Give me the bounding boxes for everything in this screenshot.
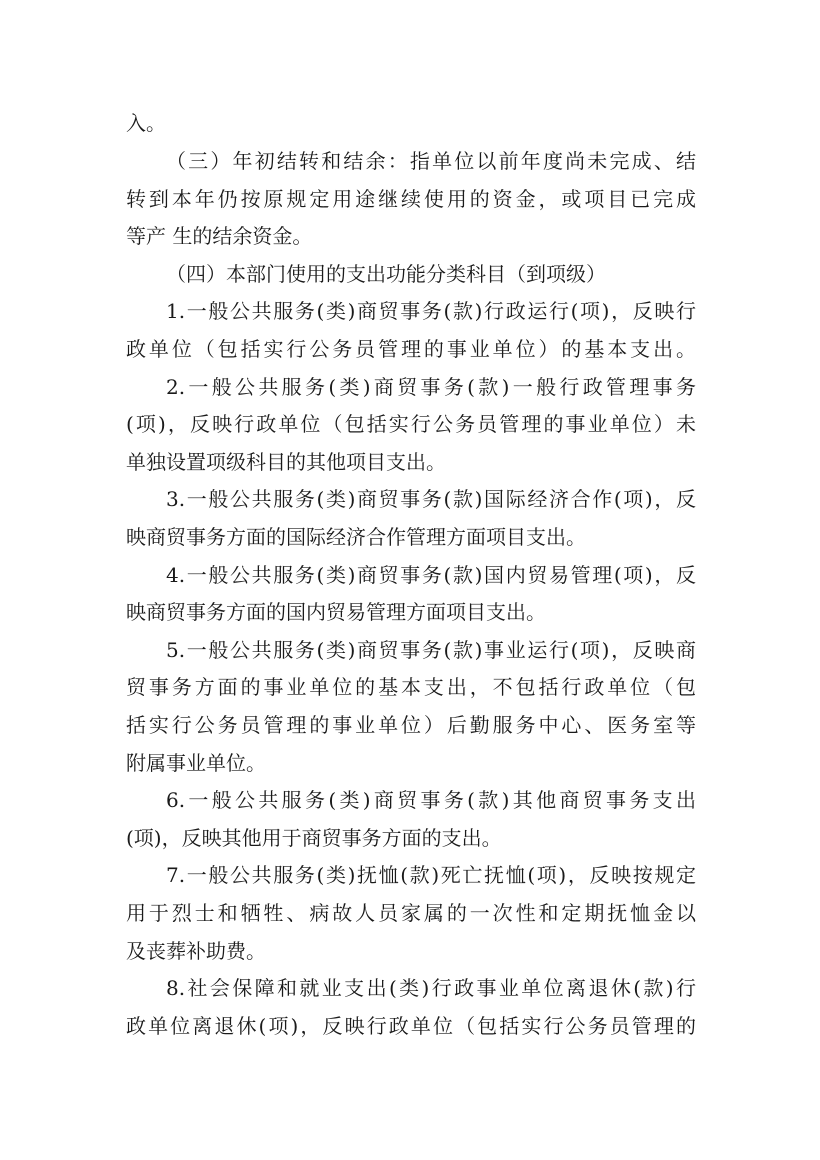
text-line-9: (项)，反映行政单位（包括实行公务员管理的事业单位）未	[126, 412, 696, 436]
text-line-12: 映商贸事务方面的国际经济合作管理方面项目支出。	[126, 525, 586, 549]
text-line-14: 映商贸事务方面的国内贸易管理方面项目支出。	[126, 600, 546, 624]
text-line-17: 括实行公务员管理的事业单位）后勤服务中心、医务室等	[126, 713, 696, 737]
text-line-4: 等产 生的结余资金。	[126, 224, 313, 248]
text-line-2: （三）年初结转和结余：指单位以前年度尚未完成、结	[166, 149, 696, 173]
text-line-23: 及丧葬补助费。	[126, 939, 266, 963]
text-line-6: 1.一般公共服务(类)商贸事务(款)行政运行(项)，反映行	[166, 299, 696, 323]
text-line-3: 转到本年仍按原规定用途继续使用的资金，或项目已完成	[126, 187, 696, 211]
text-line-5: （四）本部门使用的支出功能分类科目（到项级）	[166, 262, 606, 286]
text-line-19: 6.一般公共服务(类)商贸事务(款)其他商贸事务支出	[166, 788, 696, 812]
text-line-1: 入。	[126, 111, 166, 135]
text-line-10: 单独设置项级科目的其他项目支出。	[126, 450, 446, 474]
text-line-11: 3.一般公共服务(类)商贸事务(款)国际经济合作(项)，反	[166, 487, 696, 511]
text-line-22: 用于烈士和牺牲、病故人员家属的一次性和定期抚恤金以	[126, 901, 696, 925]
text-line-18: 附属事业单位。	[126, 751, 266, 775]
text-line-8: 2.一般公共服务(类)商贸事务(款)一般行政管理事务	[166, 375, 696, 399]
text-line-15: 5.一般公共服务(类)商贸事务(款)事业运行(项)，反映商	[166, 638, 696, 662]
text-line-25: 政单位离退休(项)，反映行政单位（包括实行公务员管理的	[126, 1014, 696, 1038]
text-line-21: 7.一般公共服务(类)抚恤(款)死亡抚恤(项)，反映按规定	[166, 863, 696, 887]
text-line-24: 8.社会保障和就业支出(类)行政事业单位离退休(款)行	[166, 976, 696, 1000]
text-line-13: 4.一般公共服务(类)商贸事务(款)国内贸易管理(项)，反	[166, 563, 696, 587]
text-line-20: (项)，反映其他用于商贸事务方面的支出。	[126, 826, 502, 850]
text-line-16: 贸事务方面的事业单位的基本支出，不包括行政单位（包	[126, 675, 696, 699]
text-line-7: 政单位（包括实行公务员管理的事业单位）的基本支出。	[126, 337, 696, 361]
